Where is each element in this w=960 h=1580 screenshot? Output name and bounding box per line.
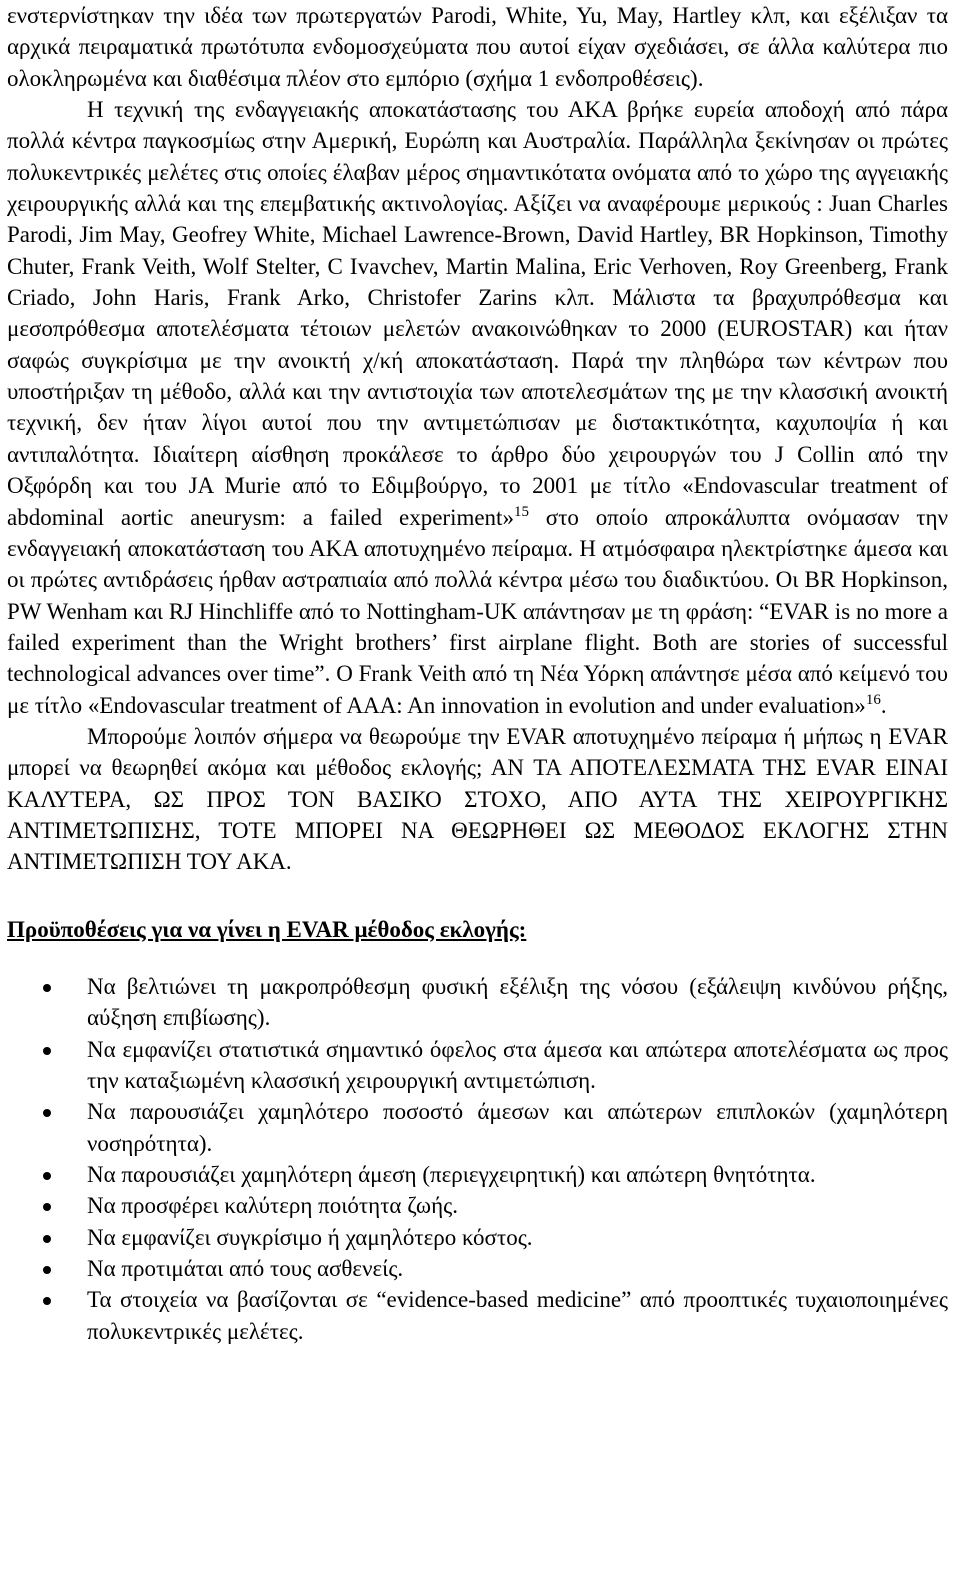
list-item [7, 1096, 948, 1159]
bullet-icon [43, 984, 51, 992]
paragraph-continuation-text: ενστερνίστηκαν την ιδέα των πρωτεργατών Parodi, White, Yu, May, Hartley κλπ, και εξέλιξαν τα αρχικά πειραματικά πρωτότυπα ενδομοσχεύματα που αυτοί είχαν σχεδιάσει, σε άλλα καλύτερα πιο ολοκληρωμένα και διαθέσιμα πλέον στο εμπόριο (σχήμα 1 ενδοπροθέσεις). [7, 3, 948, 91]
paragraph-continuation [7, 0, 948, 94]
paragraph-evar-history [7, 94, 948, 721]
list-item [7, 1034, 948, 1097]
list-item-text: Να εμφανίζει συγκρίσιμο ή χαμηλότερο κόστος. [87, 1224, 533, 1250]
paragraph-evar-history-text-3: . [880, 692, 887, 718]
list-item-text: Τα στοιχεία να βασίζονται σε “evidence-based medicine” από προοπτικές τυχαιοποιημένες πολυκεντρικές μελέτες. [87, 1287, 948, 1344]
list-item-text: Να παρουσιάζει χαμηλότερο ποσοστό άμεσων και απώτερων επιπλοκών (χαμηλότερη νοσηρότητα). [87, 1099, 948, 1156]
list-item-text: Να προσφέρει καλύτερη ποιότητα ζωής. [87, 1193, 458, 1219]
list-item-text: Να προτιμάται από τους ασθενείς. [87, 1256, 404, 1282]
list-item [7, 1253, 948, 1284]
paragraph-evar-question-text: Μπορούμε λοιπόν σήμερα να θεωρούμε την EVAR αποτυχημένο πείραμα ή μήπως η EVAR μπορεί να θεωρηθεί ακόμα και μέθοδος εκλογής; ΑΝ ΤΑ ΑΠΟΤΕΛΕΣΜΑΤΑ ΤΗΣ EVAR ΕΙΝΑΙ ΚΑΛΥΤΕΡΑ, ΩΣ ΠΡΟΣ ΤΟΝ ΒΑΣΙΚΟ ΣΤΟΧΟ, ΑΠΟ ΑΥΤΑ ΤΗΣ ΧΕΙΡΟΥΡΓΙΚΗΣ ΑΝΤΙΜΕΤΩΠΙΣΗΣ, ΤΟΤΕ ΜΠΟΡΕΙ ΝΑ ΘΕΩΡΗΘΕΙ ΩΣ ΜΕΘΟΔΟΣ ΕΚΛΟΓΗΣ ΣΤΗΝ ΑΝΤΙΜΕΤΩΠΙΣΗ ΤΟΥ ΑΚΑ. [7, 723, 948, 875]
bullet-icon [43, 1047, 51, 1055]
list-item [7, 1159, 948, 1190]
list-item-text: Να εμφανίζει στατιστικά σημαντικό όφελος στα άμεσα και απώτερα αποτελέσματα ως προς την καταξιωμένη κλασσική χειρουργική αντιμετώπιση. [87, 1036, 948, 1093]
bullet-icon [43, 1172, 51, 1180]
list-item-text: Να παρουσιάζει χαμηλότερη άμεση (περιεγχειρητική) και απώτερη θνητότητα. [87, 1162, 816, 1188]
bullet-icon [43, 1109, 51, 1117]
list-item [7, 971, 948, 1034]
paragraph-evar-history-text-2: στο οποίο απροκάλυπτα ονόμασαν την ενδαγγειακή αποκατάσταση του ΑΚΑ αποτυχημένο πείραμα. Η ατμόσφαιρα ηλεκτρίστηκε άμεσα και οι πρώτες αντιδράσεις ήρθαν αστραπιαία από πολλά κέντρα μέσω του διαδικτύου. Οι BR Hopkinson, PW Wenham και RJ Hinchliffe από το Nottingham-UK απάντησαν με τη φράση: “EVAR is no more a failed experiment than the Wright brothers’ first airplane flight. Both are stories of successful technological advances over time”. O Frank Veith από τη Νέα Υόρκη απάντησε μέσα από κείμενό του με τίτλο «Endovascular treatment of AAA: An innovation in evolution and under evaluation» [7, 504, 948, 718]
bullet-icon [43, 1297, 51, 1305]
bullet-icon [43, 1266, 51, 1274]
bullet-icon [43, 1203, 51, 1211]
paragraph-evar-history-text-1: Η τεχνική της ενδαγγειακής αποκατάστασης του ΑΚΑ βρήκε ευρεία αποδοχή από πάρα πολλά κέντρα παγκοσμίως στην Αμερική, Ευρώπη και Αυστραλία. Παράλληλα ξεκίνησαν οι πρώτες πολυκεντρικές μελέτες στις οποίες έλαβαν μέρος σημαντικότατα ονόματα από το χώρο της αγγειακής χειρουργικής αλλά και της επεμβατικής ακτινολογίας. Αξίζει να αναφέρουμε μερικούς : Juan Charles Parodi, Jim May, Geofrey White, Michael Lawrence-Brown, David Hartley, BR Hopkinson, Timothy Chuter, Frank Veith, Wolf Stelter, C Ivavchev, Martin Malina, Eric Verhoven, Roy Greenberg, Frank Criado, John Haris, Frank Arko, Christofer Zarins κλπ. Μάλιστα τα βραχυπρόθεσμα και μεσοπρόθεσμα αποτελέσματα τέτοιων μελετών ανακοινώθηκαν το 2000 (EUROSTAR) και ήταν σαφώς συγκρίσιμα με την ανοικτή χ/κή αποκατάσταση. Παρά την πληθώρα των κέντρων που υποστήριξαν τη μέθοδο, αλλά και την αντιστοιχία των αποτελεσμάτων της με την κλασσική ανοικτή τεχνική, δεν ήταν λίγοι αυτοί που την αντιμετώπισαν με διστακτικότητα, καχυποψία ή και αντιπαλότητα. Ιδιαίτερη αίσθηση προκάλεσε το άρθρο δύο χειρουργών του J Collin από την Οξφόρδη και του JA Murie από το Εδιμβούργο, το 2001 με τίτλο «Endovascular treatment of abdominal aortic aneurysm: a failed experiment» [7, 97, 948, 530]
list-item [7, 1284, 948, 1347]
list-item [7, 1190, 948, 1221]
reference-superscript-16: 16 [865, 691, 881, 708]
requirements-list [7, 971, 948, 1347]
bullet-icon [43, 1235, 51, 1243]
paragraph-evar-question [7, 721, 948, 878]
list-item [7, 1222, 948, 1253]
list-item-text: Να βελτιώνει τη μακροπρόθεσμη φυσική εξέλιξη της νόσου (εξάλειψη κινδύνου ρήξης, αύξηση επιβίωσης). [87, 973, 948, 1031]
section-heading: Προϋποθέσεις για να γίνει η EVAR μέθοδος εκλογής: [7, 916, 527, 942]
reference-superscript-15: 15 [513, 503, 529, 520]
